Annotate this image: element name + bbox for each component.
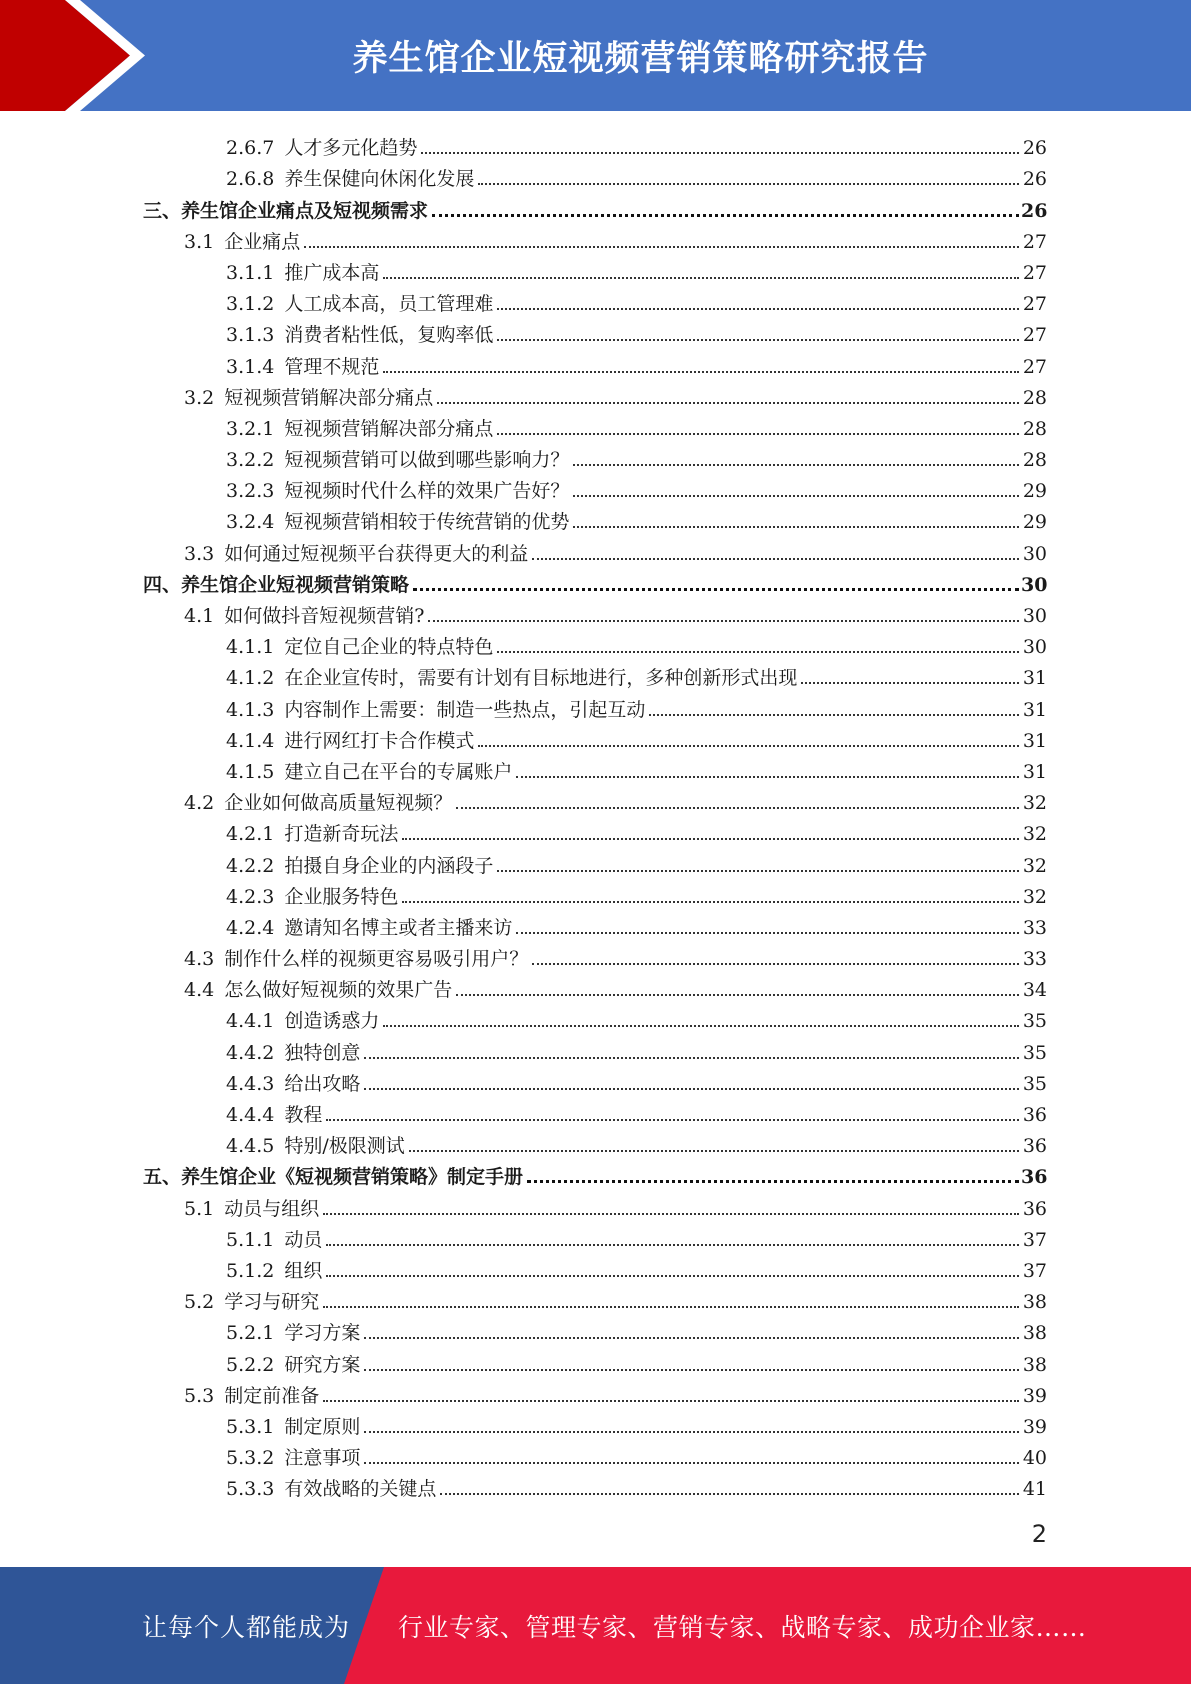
toc-entry-page: 36 bbox=[1022, 1135, 1047, 1158]
toc-entry[interactable] bbox=[0, 1344, 1191, 1375]
toc-leader-dots bbox=[497, 870, 1019, 872]
toc-entry-label: 管理不规范 bbox=[284, 355, 380, 378]
toc-leader-dots bbox=[649, 714, 1019, 716]
toc-entry-number: 5.3.3 bbox=[226, 1478, 275, 1501]
toc-entry-number: 4.1.1 bbox=[226, 636, 275, 659]
toc-leader-dots bbox=[304, 246, 1019, 248]
toc-leader-dots bbox=[323, 1400, 1019, 1402]
toc-entry-number: 4.1.5 bbox=[226, 760, 275, 783]
toc-entry[interactable] bbox=[0, 440, 1191, 471]
toc-entry-page: 38 bbox=[1022, 1353, 1047, 1376]
toc-entry-number: 5.1.2 bbox=[226, 1259, 275, 1282]
toc-entry-label: 建立自己在平台的专属账户 bbox=[284, 760, 513, 783]
toc-entry-label: 推广成本高 bbox=[284, 261, 380, 284]
toc-entry-number: 4.2.4 bbox=[226, 916, 275, 939]
toc-entry-number: 5.1 bbox=[184, 1197, 215, 1220]
toc-entry-number: 3.2.1 bbox=[226, 417, 275, 440]
table-of-contents bbox=[0, 128, 1191, 1500]
toc-entry-number: 4.4.4 bbox=[226, 1104, 275, 1126]
toc-leader-dots bbox=[532, 558, 1019, 560]
toc-entry-page: 36 bbox=[1022, 1104, 1047, 1126]
toc-entry-label: 养生馆企业短视频营销策略 bbox=[181, 573, 410, 596]
toc-entry[interactable] bbox=[0, 409, 1191, 440]
toc-entry-number: 四、 bbox=[143, 573, 182, 596]
toc-entry-page: 27 bbox=[1022, 230, 1047, 253]
toc-entry[interactable] bbox=[0, 1282, 1191, 1313]
toc-leader-dots bbox=[478, 745, 1019, 747]
toc-entry-label: 怎么做好短视频的效果广告 bbox=[224, 979, 453, 1002]
toc-entry-page: 36 bbox=[1021, 1166, 1048, 1189]
toc-entry[interactable] bbox=[0, 128, 1191, 159]
toc-entry-page: 32 bbox=[1022, 854, 1047, 877]
toc-entry[interactable] bbox=[0, 658, 1191, 689]
toc-entry-page: 26 bbox=[1021, 199, 1048, 222]
toc-entry[interactable] bbox=[0, 1032, 1191, 1063]
toc-leader-dots bbox=[456, 994, 1019, 996]
toc-leader-dots bbox=[383, 1025, 1019, 1027]
toc-entry-page: 31 bbox=[1022, 698, 1047, 721]
toc-entry-page: 41 bbox=[1022, 1478, 1047, 1501]
toc-entry[interactable] bbox=[0, 253, 1191, 284]
toc-entry-page: 28 bbox=[1022, 386, 1047, 409]
toc-entry-number: 3.2.2 bbox=[226, 449, 275, 472]
toc-entry-page: 38 bbox=[1022, 1322, 1047, 1345]
toc-entry-page: 36 bbox=[1022, 1197, 1047, 1220]
toc-entry-label: 学习方案 bbox=[284, 1322, 361, 1345]
toc-entry[interactable] bbox=[0, 471, 1191, 502]
toc-entry-page: 32 bbox=[1022, 885, 1047, 908]
toc-entry-label: 短视频营销解决部分痛点 bbox=[284, 417, 494, 440]
toc-entry-page: 30 bbox=[1022, 636, 1047, 659]
toc-entry-page: 28 bbox=[1022, 449, 1047, 472]
toc-entry-page: 39 bbox=[1022, 1384, 1047, 1407]
toc-leader-dots bbox=[383, 371, 1019, 373]
toc-entry-page: 27 bbox=[1022, 324, 1047, 347]
toc-entry-number: 3.1.4 bbox=[226, 355, 275, 378]
toc-entry-page: 30 bbox=[1022, 605, 1047, 627]
toc-entry-label: 研究方案 bbox=[284, 1353, 361, 1376]
toc-entry[interactable] bbox=[0, 970, 1191, 1001]
toc-entry-label: 如何通过短视频平台获得更大的利益 bbox=[224, 542, 529, 565]
toc-leader-dots bbox=[421, 152, 1019, 154]
toc-entry[interactable] bbox=[0, 1376, 1191, 1407]
toc-entry[interactable] bbox=[0, 159, 1191, 190]
toc-entry-number: 3.2 bbox=[184, 386, 215, 409]
toc-entry-page: 38 bbox=[1022, 1291, 1047, 1314]
toc-leader-dots bbox=[432, 214, 1019, 217]
toc-entry[interactable] bbox=[0, 1313, 1191, 1344]
toc-entry-label: 人才多元化趋势 bbox=[284, 137, 418, 160]
toc-leader-dots bbox=[402, 901, 1019, 903]
footer-slogan-left: 让每个人都能成为 bbox=[142, 1612, 351, 1642]
toc-entry-label: 给出攻略 bbox=[284, 1072, 361, 1095]
toc-leader-dots bbox=[413, 588, 1019, 591]
toc-entry-label: 独特创意 bbox=[284, 1041, 361, 1064]
toc-entry[interactable] bbox=[0, 627, 1191, 658]
toc-entry-number: 5.3.2 bbox=[226, 1447, 275, 1470]
toc-entry-number: 3.1.1 bbox=[226, 261, 275, 284]
toc-entry-page: 29 bbox=[1022, 511, 1047, 534]
toc-entry-number: 4.1 bbox=[184, 605, 215, 627]
toc-entry-number: 4.4.1 bbox=[226, 1010, 275, 1033]
toc-leader-dots bbox=[532, 963, 1019, 965]
toc-entry-page: 27 bbox=[1022, 261, 1047, 284]
toc-entry[interactable] bbox=[0, 284, 1191, 315]
report-title: 养生馆企业短视频营销策略研究报告 bbox=[352, 38, 929, 79]
toc-entry-label: 企业痛点 bbox=[224, 230, 301, 253]
toc-leader-dots bbox=[323, 1213, 1019, 1215]
toc-entry-label: 企业如何做高质量短视频？ bbox=[224, 792, 453, 815]
toc-entry-label: 养生保健向休闲化发展 bbox=[284, 168, 475, 191]
toc-entry-number: 5.3 bbox=[184, 1384, 215, 1407]
toc-entry-number: 4.2.1 bbox=[226, 823, 275, 846]
toc-entry-label: 人工成本高，员工管理难 bbox=[284, 293, 494, 316]
toc-leader-dots bbox=[801, 682, 1019, 684]
toc-entry-label: 组织 bbox=[284, 1259, 323, 1282]
toc-entry-label: 制定前准备 bbox=[224, 1384, 320, 1407]
toc-leader-dots bbox=[409, 1150, 1019, 1152]
toc-entry-label: 企业服务特色 bbox=[284, 885, 399, 908]
toc-entry-number: 5.2 bbox=[184, 1291, 215, 1314]
toc-entry-page: 37 bbox=[1022, 1228, 1047, 1251]
toc-leader-dots bbox=[437, 402, 1019, 404]
toc-entry-number: 4.4.5 bbox=[226, 1135, 275, 1158]
toc-entry-number: 4.4 bbox=[184, 979, 215, 1002]
toc-entry[interactable] bbox=[0, 502, 1191, 533]
toc-leader-dots bbox=[456, 807, 1019, 809]
toc-entry-number: 5.1.1 bbox=[226, 1228, 275, 1251]
toc-entry-page: 32 bbox=[1022, 792, 1047, 815]
toc-entry-number: 五、 bbox=[143, 1166, 182, 1189]
toc-leader-dots bbox=[573, 464, 1019, 466]
toc-entry-number: 4.4.3 bbox=[226, 1072, 275, 1095]
toc-entry[interactable] bbox=[0, 908, 1191, 939]
toc-entry-number: 4.4.2 bbox=[226, 1041, 275, 1064]
toc-entry-page: 26 bbox=[1022, 137, 1047, 160]
toc-entry[interactable] bbox=[0, 222, 1191, 253]
toc-leader-dots bbox=[497, 433, 1019, 435]
toc-entry-number: 2.6.7 bbox=[226, 137, 275, 160]
toc-entry-number: 5.3.1 bbox=[226, 1415, 275, 1438]
toc-entry-page: 31 bbox=[1022, 667, 1047, 690]
toc-entry-page: 30 bbox=[1021, 573, 1048, 596]
toc-entry-label: 创造诱惑力 bbox=[284, 1010, 380, 1033]
toc-leader-dots bbox=[428, 620, 1019, 622]
toc-leader-dots bbox=[573, 495, 1019, 497]
toc-entry[interactable] bbox=[0, 346, 1191, 377]
toc-entry-page: 35 bbox=[1022, 1010, 1047, 1033]
toc-entry[interactable] bbox=[0, 752, 1191, 783]
toc-entry-page: 33 bbox=[1022, 948, 1047, 971]
toc-leader-dots bbox=[364, 1369, 1019, 1371]
toc-entry-label: 定位自己企业的特点特色 bbox=[284, 636, 494, 659]
toc-entry-label: 动员 bbox=[284, 1228, 323, 1251]
toc-entry-label: 动员与组织 bbox=[224, 1197, 320, 1220]
toc-entry-page: 27 bbox=[1022, 293, 1047, 316]
toc-leader-dots bbox=[326, 1119, 1019, 1121]
toc-entry-label: 打造新奇玩法 bbox=[284, 823, 399, 846]
toc-entry-number: 4.2 bbox=[184, 792, 215, 815]
toc-entry-number: 4.3 bbox=[184, 948, 215, 971]
toc-leader-dots bbox=[364, 1088, 1019, 1090]
toc-entry-number: 3.1.3 bbox=[226, 324, 275, 347]
toc-entry[interactable] bbox=[0, 689, 1191, 720]
toc-entry[interactable] bbox=[0, 378, 1191, 409]
toc-leader-dots bbox=[527, 1180, 1019, 1183]
toc-entry[interactable] bbox=[0, 721, 1191, 752]
toc-entry-number: 4.2.2 bbox=[226, 854, 275, 877]
toc-entry-page: 34 bbox=[1022, 979, 1047, 1002]
toc-leader-dots bbox=[497, 339, 1019, 341]
toc-entry-page: 37 bbox=[1022, 1259, 1047, 1282]
toc-leader-dots bbox=[573, 526, 1019, 528]
toc-entry-page: 39 bbox=[1022, 1415, 1047, 1438]
toc-entry-page: 28 bbox=[1022, 417, 1047, 440]
toc-entry[interactable] bbox=[0, 1157, 1191, 1188]
toc-leader-dots bbox=[497, 308, 1019, 310]
toc-entry-label: 养生馆企业《短视频营销策略》制定手册 bbox=[181, 1166, 524, 1189]
toc-leader-dots bbox=[323, 1306, 1019, 1308]
toc-entry-number: 5.2.1 bbox=[226, 1322, 275, 1345]
toc-entry-number: 3.1.2 bbox=[226, 293, 275, 316]
toc-leader-dots bbox=[402, 838, 1019, 840]
toc-entry-label: 短视频时代什么样的效果广告好？ bbox=[284, 480, 570, 503]
toc-entry[interactable] bbox=[0, 1095, 1191, 1126]
toc-entry-label: 短视频营销相较于传统营销的优势 bbox=[284, 511, 570, 534]
toc-leader-dots bbox=[364, 1431, 1019, 1433]
toc-entry-label: 邀请知名博主或者主播来访 bbox=[284, 916, 513, 939]
toc-entry-label: 学习与研究 bbox=[224, 1291, 320, 1314]
toc-leader-dots bbox=[364, 1337, 1019, 1339]
toc-entry-number: 3.3 bbox=[184, 542, 215, 565]
toc-entry[interactable] bbox=[0, 814, 1191, 845]
toc-entry-page: 40 bbox=[1022, 1447, 1047, 1470]
toc-leader-dots bbox=[478, 183, 1019, 185]
toc-entry[interactable] bbox=[0, 1407, 1191, 1438]
toc-leader-dots bbox=[516, 932, 1019, 934]
toc-entry-number: 4.2.3 bbox=[226, 885, 275, 908]
toc-leader-dots bbox=[440, 1493, 1019, 1495]
toc-leader-dots bbox=[383, 277, 1019, 279]
toc-entry[interactable] bbox=[0, 1188, 1191, 1219]
toc-entry-label: 教程 bbox=[284, 1104, 323, 1126]
toc-entry-number: 3.2.4 bbox=[226, 511, 275, 534]
toc-entry[interactable] bbox=[0, 1220, 1191, 1251]
toc-entry-page: 35 bbox=[1022, 1072, 1047, 1095]
toc-entry[interactable] bbox=[0, 1064, 1191, 1095]
toc-entry-label: 消费者粘性低，复购率低 bbox=[284, 324, 494, 347]
toc-entry-page: 26 bbox=[1022, 168, 1047, 191]
toc-entry-number: 4.1.2 bbox=[226, 667, 275, 690]
toc-entry-page: 31 bbox=[1022, 760, 1047, 783]
toc-entry-number: 4.1.3 bbox=[226, 698, 275, 721]
toc-entry-number: 2.6.8 bbox=[226, 168, 275, 191]
toc-entry[interactable] bbox=[0, 877, 1191, 908]
toc-entry-page: 32 bbox=[1022, 823, 1047, 846]
toc-entry-label: 短视频营销解决部分痛点 bbox=[224, 386, 434, 409]
toc-entry[interactable] bbox=[0, 565, 1191, 596]
toc-entry-page: 35 bbox=[1022, 1041, 1047, 1064]
toc-entry-label: 在企业宣传时，需要有计划有目标地进行，多种创新形式出现 bbox=[284, 667, 798, 690]
toc-entry-label: 注意事项 bbox=[284, 1447, 361, 1470]
page-footer bbox=[0, 1567, 1191, 1684]
toc-entry[interactable] bbox=[0, 190, 1191, 221]
toc-entry[interactable] bbox=[0, 939, 1191, 970]
toc-entry[interactable] bbox=[0, 1438, 1191, 1469]
page-header bbox=[0, 0, 1191, 111]
page-number: 2 bbox=[1031, 1520, 1047, 1548]
toc-entry-label: 如何做抖音短视频营销? bbox=[224, 605, 425, 627]
toc-entry[interactable] bbox=[0, 1001, 1191, 1032]
toc-entry-label: 特别/极限测试 bbox=[284, 1135, 405, 1158]
toc-entry-label: 进行网红打卡合作模式 bbox=[284, 729, 475, 752]
toc-entry[interactable] bbox=[0, 315, 1191, 346]
toc-entry[interactable] bbox=[0, 1469, 1191, 1500]
toc-leader-dots bbox=[326, 1244, 1019, 1246]
toc-entry[interactable] bbox=[0, 1126, 1191, 1157]
toc-entry-number: 3.2.3 bbox=[226, 480, 275, 503]
toc-leader-dots bbox=[497, 651, 1019, 653]
toc-entry-label: 内容制作上需要：制造一些热点，引起互动 bbox=[284, 698, 646, 721]
toc-entry-label: 有效战略的关键点 bbox=[284, 1478, 437, 1501]
toc-entry-page: 33 bbox=[1022, 916, 1047, 939]
toc-entry[interactable] bbox=[0, 845, 1191, 876]
toc-entry-number: 三、 bbox=[143, 199, 182, 222]
toc-leader-dots bbox=[364, 1057, 1019, 1059]
footer-slogan-right: 行业专家、管理专家、营销专家、战略专家、成功企业家…… bbox=[398, 1612, 1087, 1642]
toc-entry-page: 29 bbox=[1022, 480, 1047, 503]
toc-entry-page: 27 bbox=[1022, 355, 1047, 378]
toc-entry-number: 5.2.2 bbox=[226, 1353, 275, 1376]
toc-entry-number: 3.1 bbox=[184, 230, 215, 253]
toc-leader-dots bbox=[516, 776, 1019, 778]
toc-leader-dots bbox=[364, 1462, 1019, 1464]
toc-entry-label: 制作什么样的视频更容易吸引用户？ bbox=[224, 948, 529, 971]
toc-entry[interactable] bbox=[0, 1251, 1191, 1282]
toc-entry-label: 短视频营销可以做到哪些影响力？ bbox=[284, 449, 570, 472]
toc-entry-label: 拍摄自身企业的内涵段子 bbox=[284, 854, 494, 877]
toc-entry-label: 养生馆企业痛点及短视频需求 bbox=[181, 199, 429, 222]
toc-entry[interactable] bbox=[0, 533, 1191, 564]
toc-leader-dots bbox=[326, 1275, 1019, 1277]
toc-entry-number: 4.1.4 bbox=[226, 729, 275, 752]
toc-entry[interactable] bbox=[0, 783, 1191, 814]
toc-entry-page: 31 bbox=[1022, 729, 1047, 752]
toc-entry-label: 制定原则 bbox=[284, 1415, 361, 1438]
toc-entry-page: 30 bbox=[1022, 542, 1047, 565]
toc-entry[interactable] bbox=[0, 596, 1191, 627]
